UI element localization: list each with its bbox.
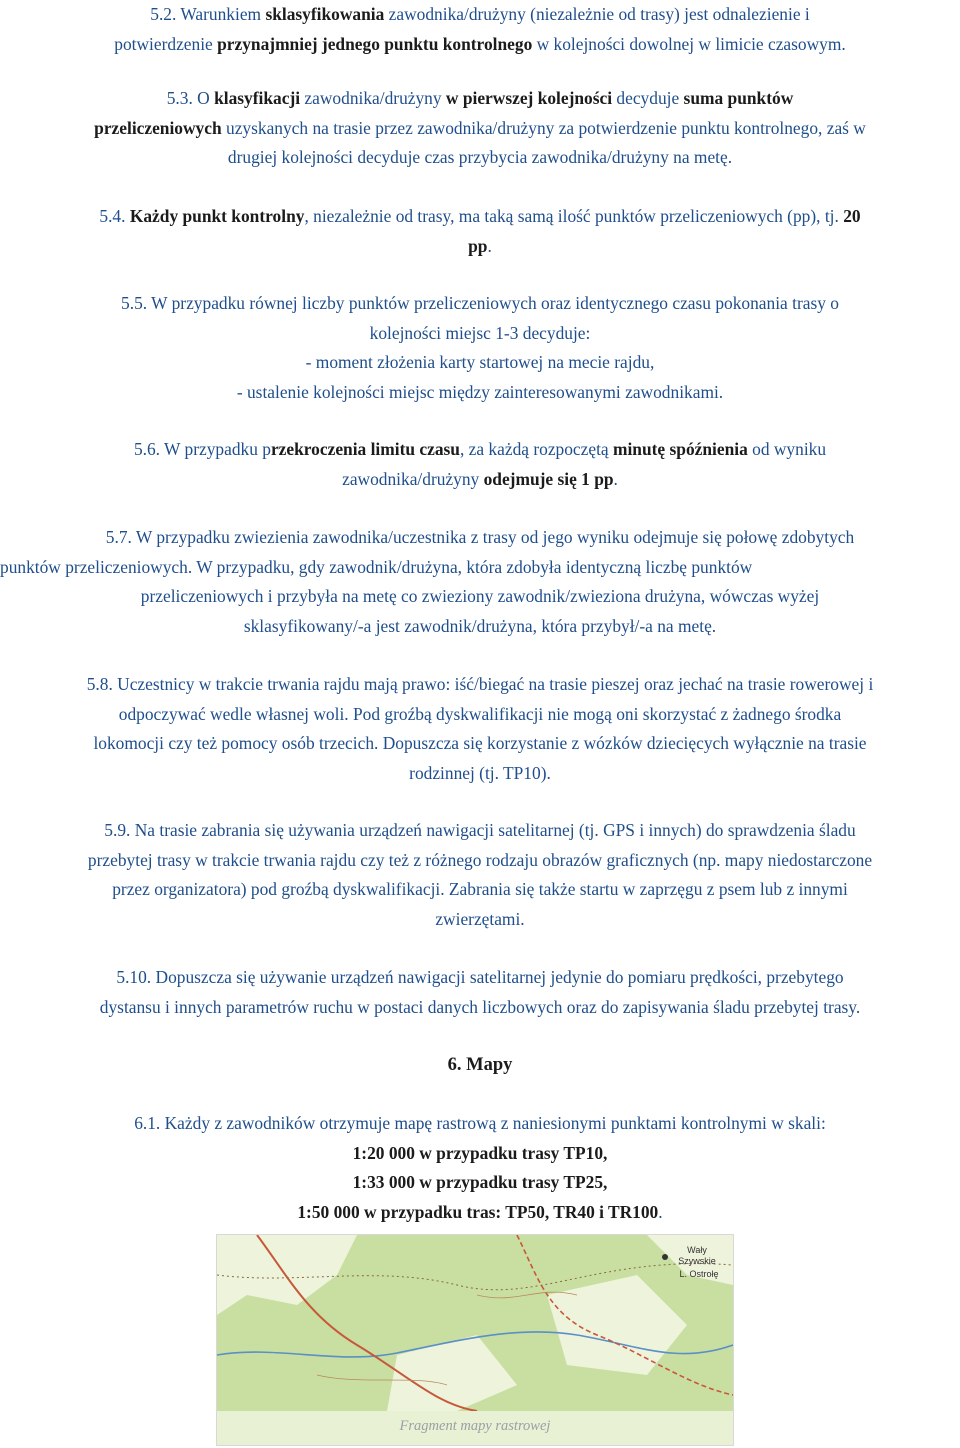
bold-text: sklasyfikowania [265, 4, 385, 24]
section-5-7-line-3: przeliczeniowych i przybyła na metę co zwieziony zawodnik/zwieziona drużyna, wówczas wyżej [140, 586, 820, 606]
text: , niezależnie od trasy, ma taką samą ilość punktów przeliczeniowych (pp), tj. [304, 206, 844, 226]
bold-text: odejmuje się 1 pp [483, 468, 614, 489]
section-6-1 [0, 1109, 960, 1227]
section-5-8-line-4: rodzinnej (tj. TP10). [409, 762, 551, 783]
bold-text: 1:50 000 w przypadku tras: TP50, TR40 i TR100 [297, 1201, 659, 1222]
section-5-9-line-2: przebytej trasy w trakcie trwania rajdu czy też z różnego rodzaju obrazów graficznych (np. mapy niedostarczone [87, 849, 873, 870]
map-image [217, 1235, 733, 1411]
section-5-9-line-1: 5.9. Na trasie zabrania się używania urządzeń nawigacji satelitarnej (tj. GPS i innych) do sprawdzenia śladu [104, 820, 856, 840]
section-5-7-line-1: 5.7. W przypadku zwiezienia zawodnika/uczestnika z trasy od jego wyniku odejmuje się połowę zdobytych [105, 527, 855, 547]
scale-tp50-tr40-tr100 [0, 1198, 960, 1228]
section-5-8-line-2: odpoczywać wedle własnej woli. Pod groźbą dyskwalifikacji nie mogą oni skorzystać z żadnego środka [118, 703, 842, 724]
text: 5.2. Warunkiem [150, 4, 266, 24]
map-caption: Fragment mapy rastrowej [399, 1418, 551, 1434]
bold-text: suma punktów [683, 88, 794, 108]
section-6-heading: 6. Mapy [447, 1055, 513, 1075]
section-5-8-line-1: 5.8. Uczestnicy w trakcie trwania rajdu mają prawo: iść/biegać na trasie pieszej oraz jechać na trasie rowerowej i [86, 674, 874, 694]
bold-text: w pierwszej kolejności [445, 88, 613, 108]
text: , za każdą rozpoczętą [459, 439, 613, 459]
map-settlement-marker [662, 1254, 668, 1260]
section-5-9 [0, 816, 960, 934]
map-label-ostroleka: L. Ostrołę [679, 1269, 719, 1279]
text: . [487, 235, 492, 256]
section-5-10-line-2: dystansu i innych parametrów ruchu w postaci danych liczbowych oraz do zapisywania śladu przebytej trasy. [99, 996, 861, 1017]
bold-text: przeliczeniowych [94, 117, 222, 138]
section-5-10-line-1: 5.10. Dopuszcza się używanie urządzeń nawigacji satelitarnej jedynie do pomiaru prędkości, przebytego [116, 967, 844, 987]
scale-tp25: 1:33 000 w przypadku trasy TP25, [352, 1172, 608, 1192]
text: 5.3. O [166, 88, 215, 108]
section-5-2-line-1 [0, 0, 960, 30]
section-5-5-line-3: - moment złożenia karty startowej na mecie rajdu, [305, 352, 655, 372]
section-5-7 [0, 523, 960, 641]
text: uzyskanych na trasie przez zawodnika/drużyny za potwierdzenie punktu kontrolnego, zaś w [221, 117, 866, 138]
text: od wyniku [747, 439, 827, 459]
map-label-szywskie: Szywskie [678, 1256, 716, 1266]
section-5-3-line-2 [0, 114, 960, 144]
bold-text: Każdy punkt kontrolny [129, 206, 305, 226]
section-5-7-line-4: sklasyfikowany/-a jest zawodnik/drużyna, która przybył/-a na metę. [243, 615, 717, 636]
text: zawodnika/drużyny (niezależnie od trasy) jest odnalezienie i [384, 4, 810, 24]
section-6-1-line-1: 6.1. Każdy z zawodników otrzymuje mapę rastrową z naniesionymi punktami kontrolnymi w skali: [134, 1113, 826, 1133]
section-5-6-line-2 [0, 465, 960, 495]
bold-text: minutę spóźnienia [612, 439, 748, 459]
text: zawodnika/drużyny [342, 468, 484, 489]
bold-text: przynajmniej jednego punktu kontrolnego [217, 33, 533, 54]
scale-tp10: 1:20 000 w przypadku trasy TP10, [352, 1142, 608, 1163]
section-5-5-line-2: kolejności miejsc 1-3 decyduje: [369, 322, 591, 343]
section-5-3 [0, 84, 960, 173]
section-5-4 [0, 202, 960, 261]
section-5-6-line-1 [0, 435, 960, 465]
section-5-4-line-1 [0, 202, 960, 232]
section-5-5-line-1: 5.5. W przypadku równej liczby punktów przeliczeniowych oraz identycznego czasu pokonania trasy o [121, 293, 839, 313]
section-5-9-line-3: przez organizatora) pod groźbą dyskwalifikacji. Zabrania się także startu w zaprzęgu z psem lub z innymi [112, 879, 848, 899]
section-5-2-line-2 [0, 30, 960, 60]
text: . [658, 1201, 663, 1222]
bold-text: rzekroczenia limitu czasu [270, 439, 460, 459]
section-5-4-line-2 [0, 232, 960, 262]
text: 5.4. [99, 206, 130, 226]
text: 5.6. W przypadku p [133, 439, 271, 459]
text: potwierdzenie [114, 33, 218, 54]
section-5-3-line-1 [0, 84, 960, 114]
text: w kolejności dowolnej w limicie czasowym. [532, 33, 846, 54]
text: zawodnika/drużyny [300, 88, 446, 108]
text: . [613, 468, 618, 489]
section-5-8-line-3: lokomocji czy też pomocy osób trzecich. Dopuszcza się korzystanie z wózków dziecięcych wyłącznie na trasie [93, 733, 867, 753]
section-5-5 [0, 289, 960, 407]
section-5-7-line-2: punktów przeliczeniowych. W przypadku, gdy zawodnik/drużyna, która zdobyła identyczną liczbę punktów [0, 556, 753, 577]
text: decyduje [612, 88, 684, 108]
section-5-6 [0, 435, 960, 494]
bold-text: pp [468, 235, 488, 256]
bold-text: klasyfikacji [214, 88, 301, 108]
section-5-8 [0, 670, 960, 788]
section-5-2 [0, 0, 960, 59]
section-5-3-line-3: drugiej kolejności decyduje czas przybycia zawodnika/drużyny na metę. [227, 147, 733, 167]
section-5-10 [0, 963, 960, 1022]
bold-text: 20 [843, 206, 861, 226]
map-label-waly: Wały [687, 1245, 707, 1255]
section-5-9-line-4: zwierzętami. [435, 908, 525, 929]
section-5-5-line-4: - ustalenie kolejności miejsc między zainteresowanymi zawodnikami. [236, 381, 724, 402]
